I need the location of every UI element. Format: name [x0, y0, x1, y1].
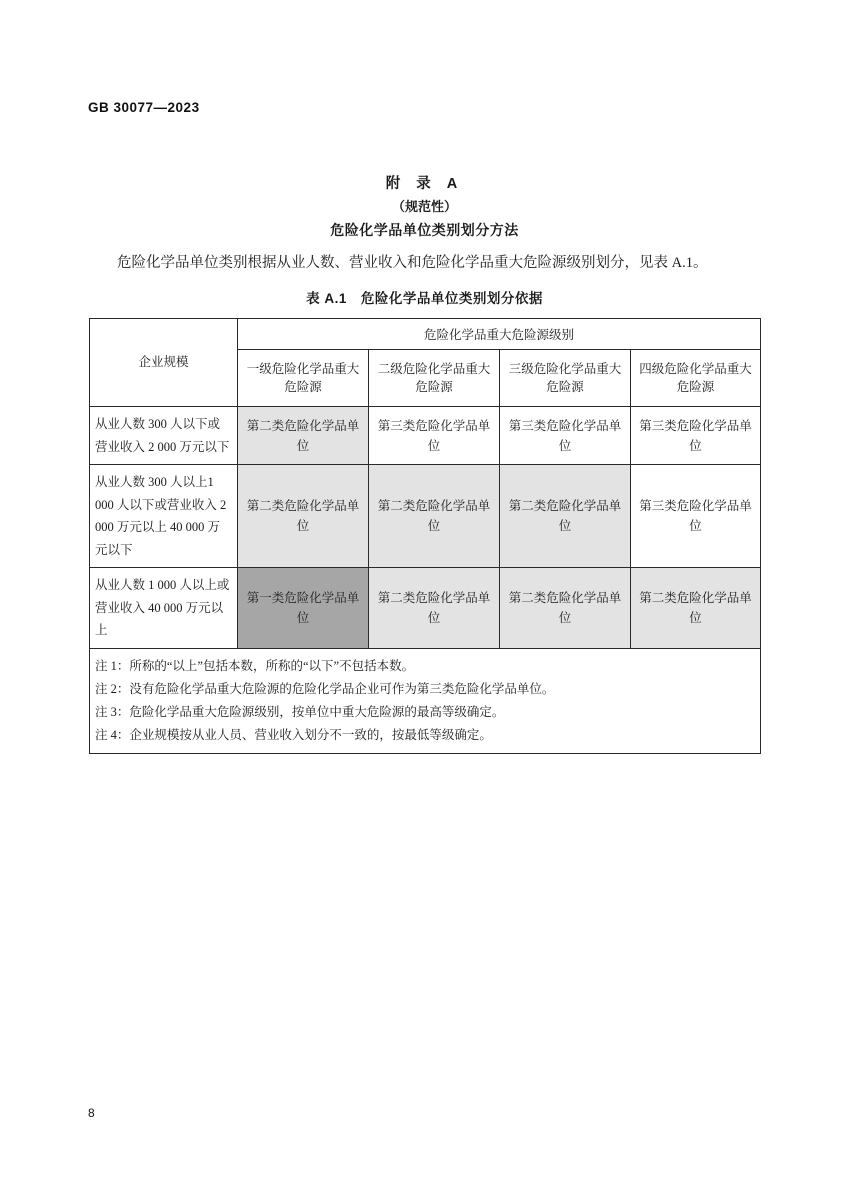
row-cell-value: 第三类危险化学品单位: [500, 407, 631, 465]
row-scale-label: 从业人数 300 人以下或营业收入 2 000 万元以下: [90, 407, 238, 465]
row-cell-value: 第二类危险化学品单位: [500, 465, 631, 568]
table-note: 注 2：没有危险化学品重大危险源的危险化学品企业可作为第三类危险化学品单位。: [95, 681, 555, 696]
row-cell-value: 第二类危险化学品单位: [631, 568, 761, 649]
table-row: [90, 465, 761, 568]
table-caption: 表 A.1 危险化学品单位类别划分依据: [306, 291, 543, 306]
row-cell-value: 第二类危险化学品单位: [369, 568, 500, 649]
header-cell-level-4: 四级危险化学品重大危险源: [631, 350, 761, 407]
row-cell-value: 第一类危险化学品单位: [238, 568, 369, 649]
table-note: 注 1：所称的“以上”包括本数，所称的“以下”不包括本数。: [95, 658, 415, 673]
row-scale-label: 从业人数 1 000 人以上或营业收入 40 000 万元以上: [90, 568, 238, 649]
header-cell-level-2: 二级危险化学品重大危险源: [369, 350, 500, 407]
row-cell-value: 第二类危险化学品单位: [500, 568, 631, 649]
table-header-row-1: [90, 319, 761, 350]
page-number: 8: [88, 1106, 95, 1120]
table-notes-row: [90, 648, 761, 754]
annex-heading: 危险化学品单位类别划分方法: [330, 222, 519, 238]
header-cell-group: 危险化学品重大危险源级别: [238, 319, 761, 350]
header-cell-level-1: 一级危险化学品重大危险源: [238, 350, 369, 407]
row-cell-value: 第二类危险化学品单位: [238, 407, 369, 465]
table-note: 注 3：危险化学品重大危险源级别，按单位中重大危险源的最高等级确定。: [95, 704, 505, 719]
annex-normative-note: （规范性）: [391, 199, 457, 214]
row-cell-value: 第三类危险化学品单位: [631, 407, 761, 465]
row-cell-value: 第二类危险化学品单位: [369, 465, 500, 568]
intro-paragraph: 危险化学品单位类别根据从业人数、营业收入和危险化学品重大危险源级别划分，见表 A.1。: [117, 255, 708, 271]
standard-code: GB 30077—2023: [88, 100, 200, 115]
annex-label: 附 录 A: [385, 176, 464, 192]
classification-table: [89, 318, 761, 754]
row-cell-value: 第三类危险化学品单位: [631, 465, 761, 568]
row-cell-value: 第二类危险化学品单位: [238, 465, 369, 568]
row-cell-value: 第三类危险化学品单位: [369, 407, 500, 465]
header-cell-level-3: 三级危险化学品重大危险源: [500, 350, 631, 407]
table-row: [90, 407, 761, 465]
table-note: 注 4：企业规模按从业人员、营业收入划分不一致的，按最低等级确定。: [95, 727, 492, 742]
header-cell-scale: 企业规模: [90, 319, 238, 407]
table-row: [90, 568, 761, 649]
row-scale-label: 从业人数 300 人以上1 000 人以下或营业收入 2 000 万元以上 40 000 万元以下: [90, 465, 238, 568]
table-notes: [90, 648, 761, 754]
